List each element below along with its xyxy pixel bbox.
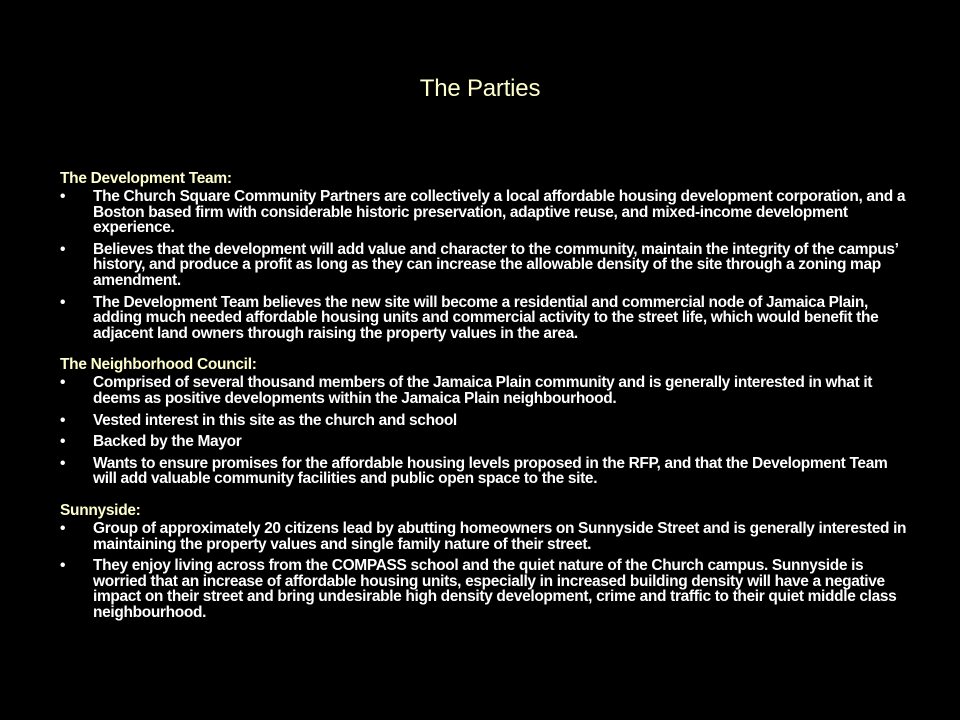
bullet-icon: • <box>60 557 66 575</box>
bullet-text: The Church Square Community Partners are collectively a local affordable housing development corporation, and a Boston based firm with considerable historic preservation, adaptive reuse, and mixed-income development experience. <box>93 188 906 237</box>
bullet-text: Vested interest in this site as the church and school <box>93 411 457 429</box>
bullet-item <box>60 189 910 236</box>
bullet-list <box>60 189 910 341</box>
bullet-item <box>60 375 910 406</box>
section-neighborhood-council <box>60 356 910 487</box>
bullet-text: Backed by the Mayor <box>93 433 242 451</box>
bullet-icon: • <box>60 519 66 537</box>
bullet-list <box>60 521 910 621</box>
bullet-text: Group of approximately 20 citizens lead by abutting homeowners on Sunnyside Street and is generally interested in maintaining the property values and single family nature of their street. <box>93 519 907 553</box>
slide-body <box>60 170 910 626</box>
bullet-icon: • <box>60 188 66 205</box>
bullet-icon: • <box>60 240 66 258</box>
bullet-icon: • <box>60 411 66 429</box>
bullet-icon: • <box>60 433 66 451</box>
bullet-item <box>60 558 910 620</box>
bullet-item <box>60 521 910 552</box>
bullet-text: Believes that the development will add value and character to the community, maintain the integrity of the campus’ history, and produce a profit as long as they can increase the allowable density of the site through a zoning map amendment. <box>93 240 898 289</box>
bullet-item <box>60 242 910 289</box>
slide-title: The Parties <box>419 75 541 102</box>
section-sunnyside <box>60 502 910 621</box>
section-development-team <box>60 170 910 341</box>
bullet-text: Wants to ensure promises for the affordable housing levels proposed in the RFP, and that the Development Team will add valuable community facilities and public open space to the site. <box>93 454 888 488</box>
bullet-item <box>60 434 910 450</box>
bullet-list <box>60 375 910 487</box>
bullet-item <box>60 295 910 342</box>
section-heading: Sunnyside: <box>60 501 141 519</box>
section-heading: The Neighborhood Council: <box>60 356 257 374</box>
bullet-icon: • <box>60 293 66 311</box>
bullet-text: The Development Team believes the new site will become a residential and commercial node of Jamaica Plain, adding much needed affordable housing units and commercial activity to the street life, which would benefit the adjacent land owners through raising the property values in the area. <box>93 293 879 342</box>
bullet-icon: • <box>60 374 66 392</box>
bullet-text: They enjoy living across from the COMPASS school and the quiet nature of the Church campus. Sunnyside is worried that an increase of affordable housing units, especially in increased building density will have a negative impact on their street and bring undesirable high density development, crime and traffic to their quiet middle class neighbourhood. <box>93 557 897 621</box>
bullet-icon: • <box>60 454 66 472</box>
bullet-item <box>60 456 910 487</box>
bullet-text: Comprised of several thousand members of the Jamaica Plain community and is generally interested in what it deems as positive developments within the Jamaica Plain neighbourhood. <box>93 374 873 407</box>
bullet-item <box>60 413 910 429</box>
section-heading: The Development Team: <box>60 170 232 187</box>
